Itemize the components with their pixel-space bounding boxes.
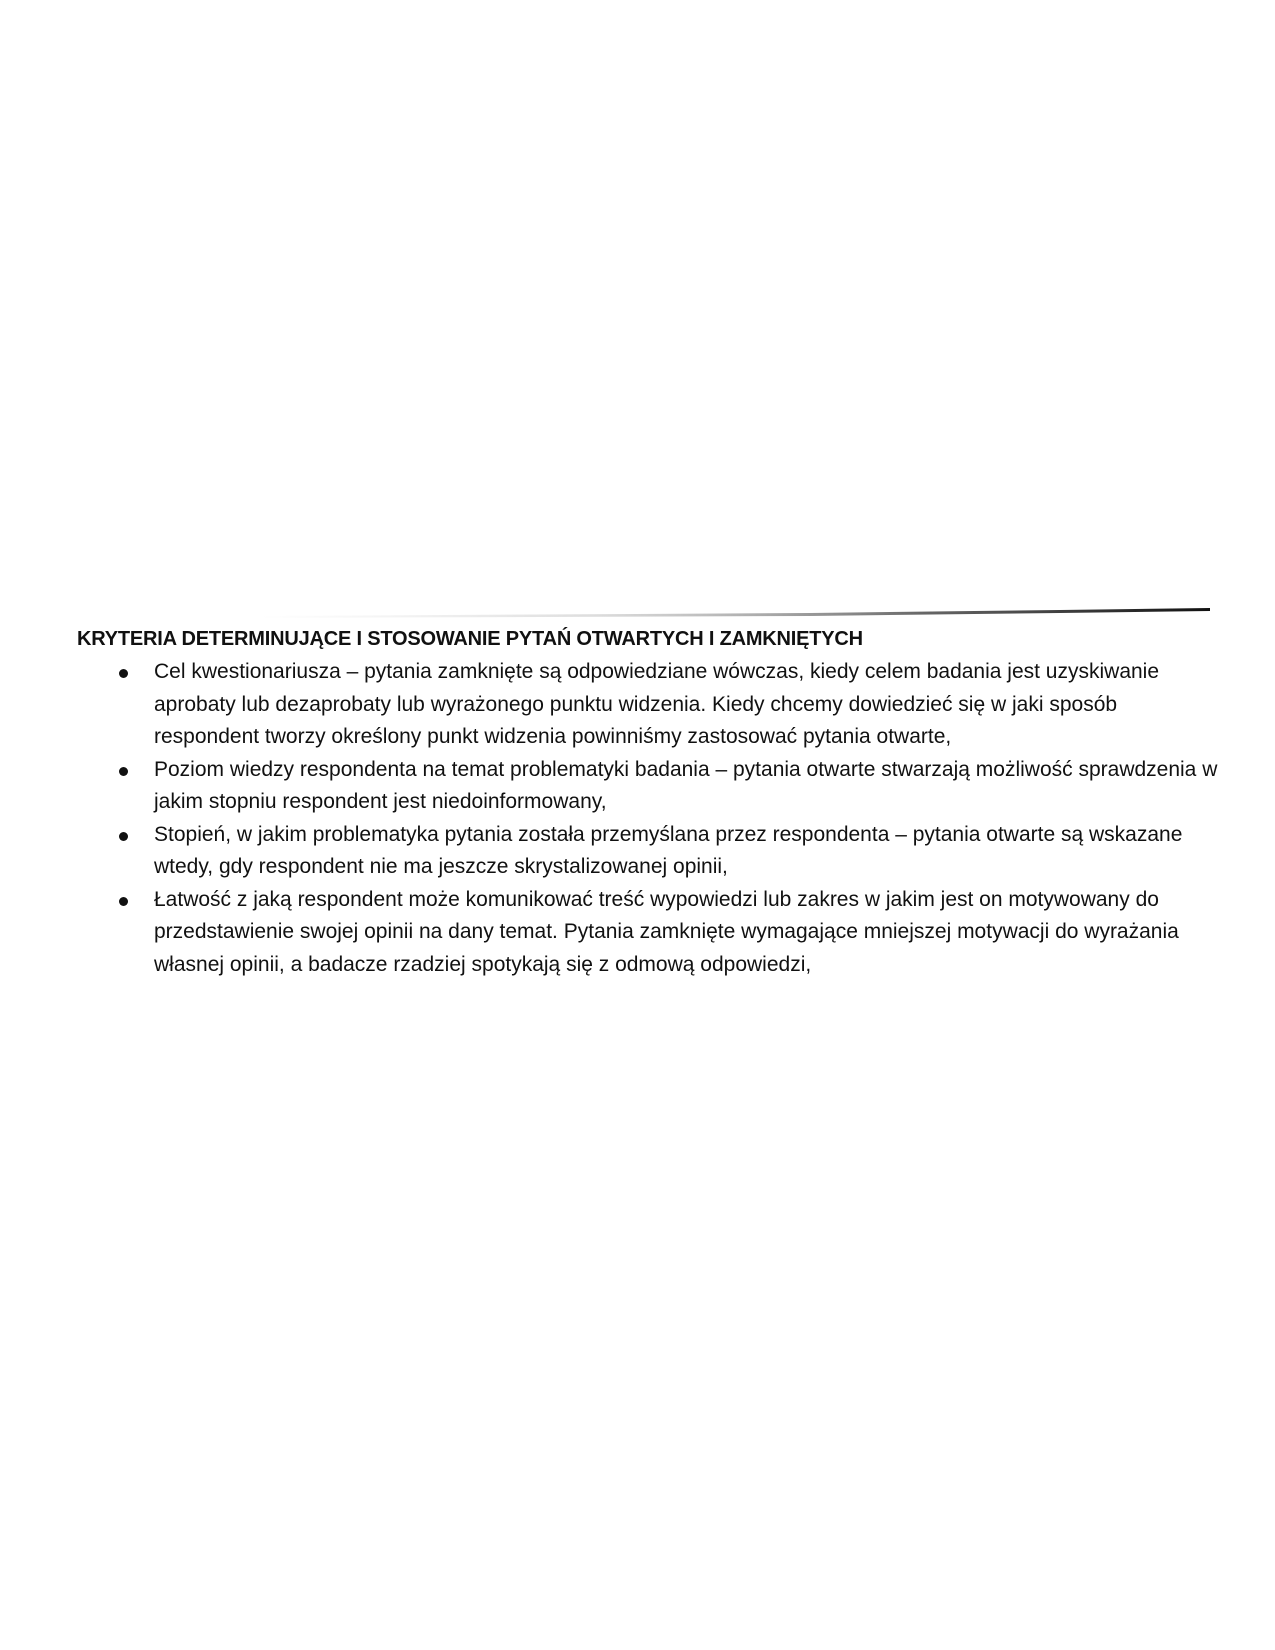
list-item-text: Poziom wiedzy respondenta na temat problematyki badania – pytania otwarte stwarzają możliwość sprawdzenia w jakim stopniu respondent jest niedoinformowany, bbox=[154, 757, 1218, 813]
list-item bbox=[77, 819, 1227, 884]
list-item bbox=[77, 754, 1227, 819]
bullet-icon bbox=[119, 832, 128, 841]
section-heading: KRYTERIA DETERMINUJĄCE I STOSOWANIE PYTAŃ OTWARTYCH I ZAMKNIĘTYCH bbox=[77, 628, 863, 650]
scan-edge-line bbox=[260, 604, 1210, 618]
criteria-list bbox=[77, 656, 1227, 981]
bullet-icon bbox=[119, 669, 128, 678]
list-item-text: Łatwość z jaką respondent może komunikować treść wypowiedzi lub zakres w jakim jest on motywowany do przedstawienie swojej opinii na dany temat. Pytania zamknięte wymagające mniejszej motywacji do wyrażania własnej opinii, a badacze rzadziej spotykają się z odmową odpowiedzi, bbox=[154, 887, 1179, 976]
bullet-icon bbox=[119, 767, 128, 776]
document-content bbox=[77, 624, 1227, 981]
list-item bbox=[77, 884, 1227, 982]
list-item-text: Cel kwestionariusza – pytania zamknięte są odpowiedziane wówczas, kiedy celem badania jest uzyskiwanie aprobaty lub dezaprobaty lub wyrażonego punktu widzenia. Kiedy chcemy dowiedzieć się w jaki sposób respondent tworzy określony punkt widzenia powinniśmy zastosować pytania otwarte, bbox=[154, 660, 1160, 748]
list-item-text: Stopień, w jakim problematyka pytania została przemyślana przez respondenta – pytania otwarte są wskazane wtedy, gdy respondent nie ma jeszcze skrystalizowanej opinii, bbox=[154, 822, 1183, 878]
bullet-icon bbox=[119, 897, 128, 906]
list-item bbox=[77, 656, 1227, 754]
